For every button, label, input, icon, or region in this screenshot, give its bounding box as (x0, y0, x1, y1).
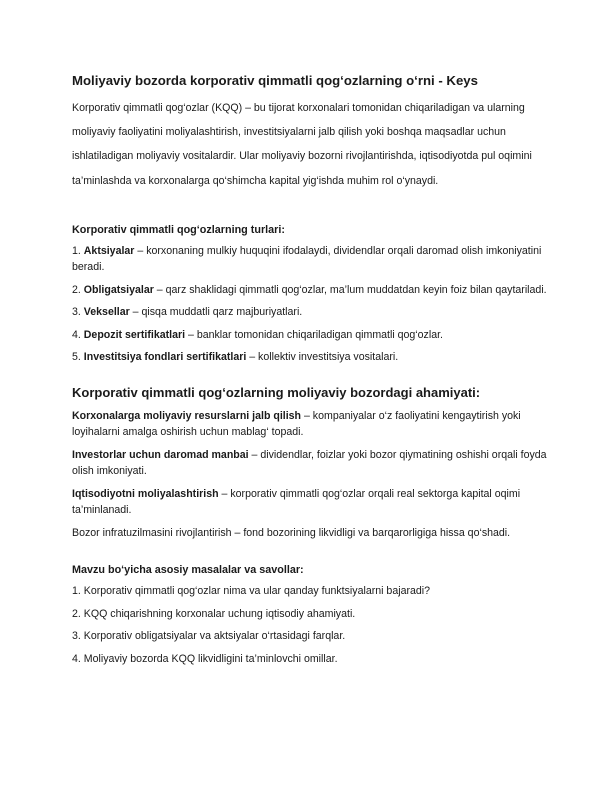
list-item: 1. Korporativ qimmatli qog‘ozlar nima va ular qanday funktsiyalarni bajaradi? (72, 585, 431, 598)
importance-list (72, 408, 547, 542)
list-item: 4. Moliyaviy bozorda KQQ likvidligini ta’minlovchi omillar. (72, 652, 338, 665)
list-item (72, 486, 547, 519)
list-item (72, 304, 547, 321)
document-title: Moliyaviy bozorda korporativ qimmatli qog‘ozlarning o‘rni - Keys (72, 73, 478, 88)
item-term: Korxonalarga moliyaviy resurslarni jalb qilish (72, 409, 302, 422)
item-number: 2. (72, 283, 84, 296)
item-term: Iqtisodiyotni moliyalashtirish (72, 487, 219, 500)
list-item (72, 525, 547, 542)
questions-heading: Mavzu bo‘yicha asosiy masalalar va savollar: (72, 564, 304, 577)
types-list (72, 243, 547, 366)
list-item (72, 327, 547, 344)
item-term: Investorlar uchun daromad manbai (72, 448, 249, 461)
item-term: Depozit sertifikatlari (83, 328, 186, 341)
item-term: Veksellar (83, 306, 130, 319)
item-term: Aktsiyalar (83, 244, 135, 257)
questions-list (72, 583, 547, 667)
item-text: – banklar tomonidan chiqariladigan qimmatli qog‘ozlar. (185, 328, 443, 341)
item-number: 5. (72, 351, 84, 364)
importance-heading: Korporativ qimmatli qog‘ozlarning moliyaviy bozordagi ahamiyati: (72, 384, 481, 400)
list-item: 3. Korporativ obligatsiyalar va aktsiyalar o‘rtasidagi farqlar. (72, 630, 346, 643)
item-text: – qarz shaklidagi qimmatli qog‘ozlar, ma’lum muddatdan keyin foiz bilan qaytariladi. (153, 283, 547, 296)
list-item (72, 282, 547, 299)
item-term: Obligatsiyalar (83, 283, 154, 296)
list-item (72, 408, 547, 441)
item-number: 1. (72, 244, 84, 257)
item-text: – korporativ qimmatli qog‘ozlar orqali real sektorga kapital oqimi ta’minlanadi. (72, 487, 521, 517)
item-text: – dividendlar, foizlar yoki bozor qiymatining oshishi orqali foyda olish imkoniyati. (72, 448, 547, 478)
list-item (72, 349, 547, 366)
types-heading: Korporativ qimmatli qog‘ozlarning turlari: (72, 223, 285, 236)
list-item (72, 243, 547, 276)
item-text: Bozor infratuzilmasini rivojlantirish – fond bozorining likvidligi va barqarorligiga hissa qo‘shadi. (72, 526, 511, 539)
item-term: Investitsiya fondlari sertifikatlari (83, 351, 247, 364)
item-text: – kollektiv investitsiya vositalari. (246, 351, 399, 364)
list-item (72, 447, 547, 480)
item-text: – kompaniyalar o‘z faoliyatini kengaytirish yoki loyihalarni amalga oshirish uchun mablag‘ topadi. (72, 409, 521, 439)
intro-paragraph: Korporativ qimmatli qog‘ozlar (KQQ) – bu tijorat korxonalari tomonidan chiqariladigan va ularning moliyaviy faoliyatini moliyalashtirish, investitsiyalarni jalb qilish yoki boshqa maqsadlar uchun ishlatiladigan moliyaviy vositalardir. Ular moliyaviy bozorni rivojlantirishda, iqtisodiyotda pul oqimini ta’minlashda va korxonalarga qo‘shimcha kapital yig‘ishda muhim rol o‘ynaydi. (72, 102, 532, 187)
item-text: – korxonaning mulkiy huquqini ifodalaydi, dividendlar orqali daromad olish imkoniyatini beradi. (72, 244, 542, 274)
document-page (72, 60, 547, 673)
item-number: 3. (72, 306, 84, 319)
list-item: 2. KQQ chiqarishning korxonalar uchung iqtisodiy ahamiyati. (72, 607, 356, 620)
item-number: 4. (72, 328, 84, 341)
item-text: – qisqa muddatli qarz majburiyatlari. (129, 306, 303, 319)
